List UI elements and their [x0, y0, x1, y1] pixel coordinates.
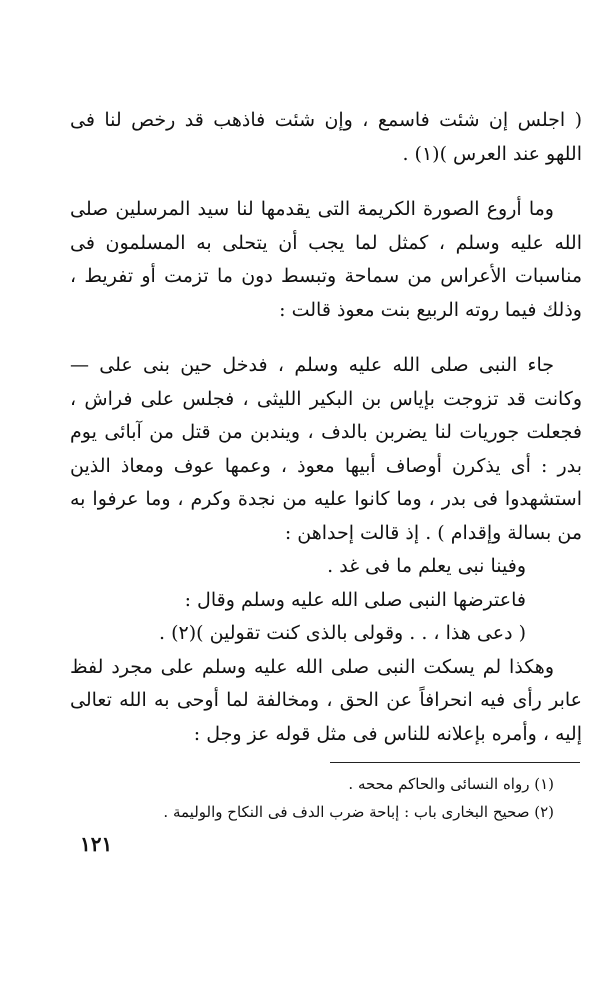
footnote-divider [330, 762, 580, 763]
paragraph-objection: فاعترضها النبى صلى الله عليه وسلم وقال : [184, 588, 526, 611]
footnote-1: (١) رواه النسائى والحاكم مححه . [348, 775, 554, 793]
paragraph-hadith: جاء النبى صلى الله عليه وسلم ، فدخل حين بنى على — وكانت قد تزوجت بإياس بن البكير الليثى ، فجلس على فراش ، فجعلت جوريات لنا يضربن بالدف ، ويندبن من قتل من آبائى يوم بدر : أى يذكرن أوصاف أبيها معوذ ، وعمها عوف ومعاذ الذين استشهدوا فى بدر ، وما كانوا عليه من نجدة وكرم ، وما عرفوا به من بسالة وإقدام ) . إذ قالت إحداهن : [70, 354, 582, 544]
quoted-line: وفينا نبى يعلم ما فى غد . [327, 555, 526, 577]
paragraph-intro: وما أروع الصورة الكريمة التى يقدمها لنا سيد المرسلين صلى الله عليه وسلم ، كمثل لما يجب أن يتحلى به المسلمون فى مناسبات الأعراس من سماحة وتبسط دون ما تزمت أو تفريط ، وذلك فيما روته الربيع بنت معوذ قالت : [70, 198, 582, 321]
page-number: ١٢١ [80, 832, 113, 856]
quoted-reply: ( دعى هذا ، . . وقولى بالذى كنت تقولين )(٢) . [158, 622, 526, 644]
main-text [70, 104, 582, 751]
paragraph-quote-continuation: ( اجلس إن شئت فاسمع ، وإن شئت فاذهب قد رخص لنا فى اللهو عند العرس )(١) . [70, 109, 582, 165]
paragraph-conclusion: وهكذا لم يسكت النبى صلى الله عليه وسلم على مجرد لفظ عابر رأى فيه انحرافاً عن الحق ، ومخالفة لما أوحى به الله تعالى إليه ، وأمره بإعلانه للناس فى مثل قوله عز وجل : [70, 655, 582, 745]
footnote-2: (٢) صحيح البخارى باب : إباحة ضرب الدف فى النكاح والوليمة . [163, 803, 554, 821]
footnotes [80, 770, 554, 826]
